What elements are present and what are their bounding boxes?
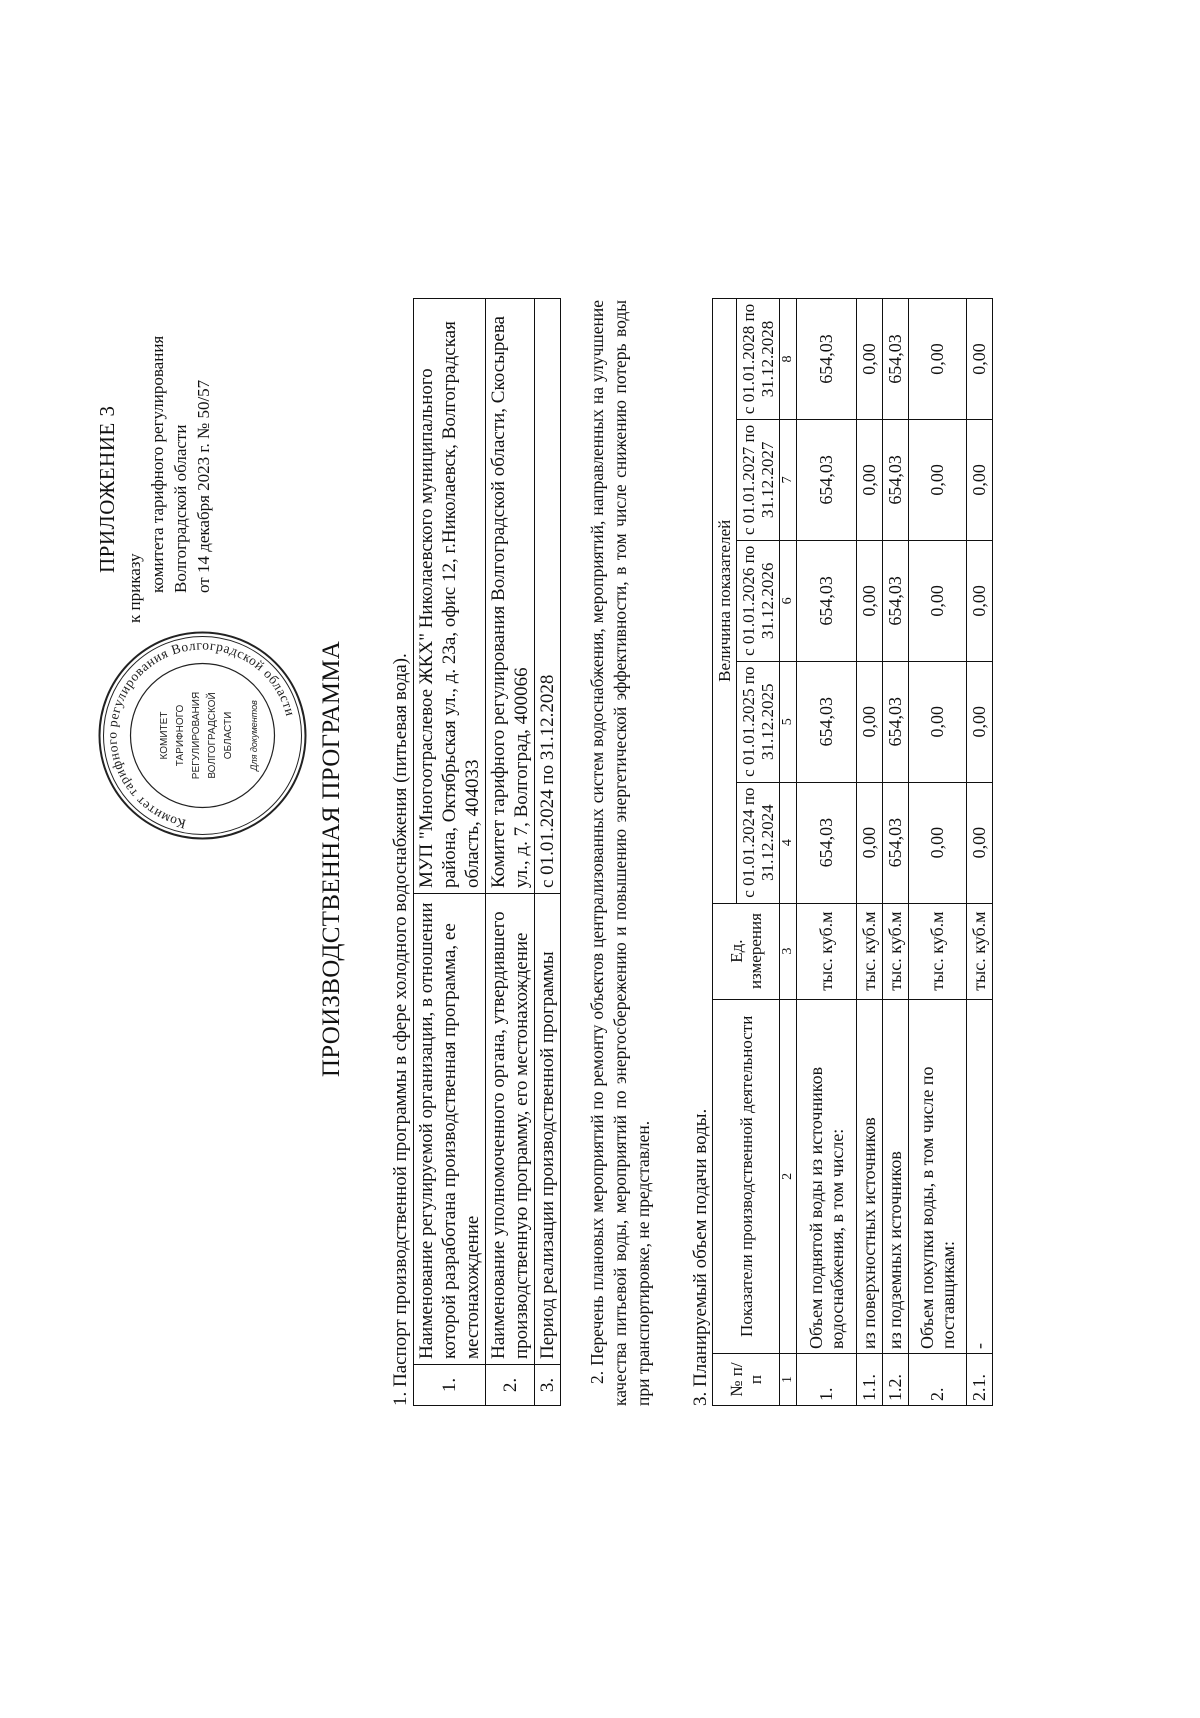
- row-unit: тыс. куб.м: [909, 903, 967, 999]
- row-value: 0,00: [967, 299, 993, 420]
- section1-heading: 1. Паспорт производственной программы в сфере холодного водоснабжения (питьевая вода).: [390, 653, 411, 1406]
- passport-row-label: Наименование уполномоченного органа, утвердившего производственную программу, его местонахождение: [486, 894, 535, 1365]
- seal-center-line-2: ТАРИФНОГО: [175, 704, 186, 767]
- row-value: 654,03: [797, 299, 857, 420]
- row-number: 2.1.: [967, 1354, 993, 1406]
- row-indicator: из поверхностных источников: [857, 999, 883, 1353]
- row-value: 0,00: [967, 419, 993, 540]
- passport-table: [413, 298, 561, 1406]
- header-num: № п/п: [713, 1354, 780, 1406]
- row-value: 654,03: [797, 540, 857, 661]
- seal-center-line-3: РЕГУЛИРОВАНИЯ: [191, 691, 202, 780]
- row-value: 0,00: [967, 782, 993, 903]
- passport-row-value: с 01.01.2024 по 31.12.2028: [535, 299, 561, 894]
- row-number: 1.1.: [857, 1354, 883, 1406]
- row-indicator: Объем поднятой воды из источников водоснабжения, в том числе:: [797, 999, 857, 1353]
- row-value: 0,00: [857, 299, 883, 420]
- row-value: 654,03: [883, 661, 909, 782]
- section2-paragraph: 2. Перечень плановых мероприятий по ремонту объектов централизованных систем водоснабжения, мероприятий, направленных на улучшение качества питьевой воды, мероприятий по энергосбережению и повышению энергетической эффективности, в том числе снижению потерь воды при транспортировке, не представлен.: [587, 300, 653, 1406]
- row-value: 654,03: [883, 540, 909, 661]
- header-indicator: Показатели производственной деятельности: [713, 999, 780, 1353]
- seal-center-line-5: ОБЛАСТИ: [223, 711, 234, 760]
- column-index: 3: [780, 903, 797, 999]
- header-period: с 01.01.2024 по 31.12.2024: [737, 782, 780, 903]
- column-index-row: [780, 299, 797, 1406]
- table-row: [967, 299, 993, 1406]
- passport-row: [486, 299, 535, 1406]
- appendix-line-order: к приказу: [125, 553, 144, 623]
- header-period: с 01.01.2026 по 31.12.2026: [737, 540, 780, 661]
- page-title: ПРОИЗВОДСТВЕННАЯ ПРОГРАММА: [318, 640, 345, 1078]
- appendix-line-committee: комитета тарифного регулирования: [148, 335, 167, 593]
- passport-row: [414, 299, 486, 1406]
- row-value: 654,03: [797, 782, 857, 903]
- row-value: 654,03: [797, 419, 857, 540]
- appendix-header: [95, 123, 215, 683]
- header-unit: Ед. измерения: [713, 903, 780, 999]
- passport-row-label: Период реализации производственной программы: [535, 894, 561, 1365]
- passport-row-value: Комитет тарифного регулирования Волгоградской области, Скосырева ул., д. 7, Волгоград, 400066: [486, 299, 535, 894]
- row-value: 0,00: [857, 782, 883, 903]
- column-index: 8: [780, 299, 797, 420]
- column-index: 2: [780, 999, 797, 1353]
- row-value: 0,00: [909, 661, 967, 782]
- header-row: [713, 299, 737, 1406]
- passport-row-number: 1.: [414, 1365, 486, 1406]
- row-value: 0,00: [857, 661, 883, 782]
- row-value: 654,03: [883, 782, 909, 903]
- row-indicator: Объем покупки воды, в том числе по поставщикам:: [909, 999, 967, 1353]
- row-indicator: из подземных источников: [883, 999, 909, 1353]
- seal-center-line-1: КОМИТЕТ: [159, 711, 170, 760]
- passport-row-number: 3.: [535, 1365, 561, 1406]
- row-value: 654,03: [883, 299, 909, 420]
- section3-heading: 3. Планируемый объем подачи воды.: [690, 1108, 711, 1406]
- column-index: 5: [780, 661, 797, 782]
- row-unit: тыс. куб.м: [797, 903, 857, 999]
- appendix-line-region: Волгоградской области: [171, 424, 190, 593]
- row-value: 0,00: [967, 661, 993, 782]
- row-value: 654,03: [883, 419, 909, 540]
- row-number: 1.2.: [883, 1354, 909, 1406]
- header-period: с 01.01.2025 по 31.12.2025: [737, 661, 780, 782]
- row-value: 0,00: [967, 540, 993, 661]
- header-values-group: Величина показателей: [713, 299, 737, 904]
- appendix-title: ПРИЛОЖЕНИЕ 3: [95, 405, 119, 573]
- appendix-line-date: от 14 декабря 2023 г. № 50/57: [194, 379, 213, 593]
- passport-row-value: МУП "Многоотраслевое ЖКХ" Николаевского муниципального района, Октябрьская ул., д. 23а, офис 12, г.Николаевск, Волгоградская область, 404033: [414, 299, 486, 894]
- row-value: 0,00: [909, 419, 967, 540]
- row-value: 654,03: [797, 661, 857, 782]
- table-row: [797, 299, 857, 1406]
- passport-row-label: Наименование регулируемой организации, в отношении которой разработана производственная программа, ее местонахождение: [414, 894, 486, 1365]
- row-number: 2.: [909, 1354, 967, 1406]
- header-period: с 01.01.2028 по 31.12.2028: [737, 299, 780, 420]
- passport-row: [535, 299, 561, 1406]
- water-volume-table: [712, 298, 993, 1406]
- row-value: 0,00: [909, 540, 967, 661]
- row-unit: тыс. куб.м: [967, 903, 993, 999]
- column-index: 7: [780, 419, 797, 540]
- column-index: 4: [780, 782, 797, 903]
- official-seal-stamp: [95, 628, 310, 843]
- seal-bottom-text: Для документов: [249, 700, 259, 771]
- row-value: 0,00: [857, 419, 883, 540]
- row-indicator: -: [967, 999, 993, 1353]
- row-unit: тыс. куб.м: [857, 903, 883, 999]
- row-value: 0,00: [909, 782, 967, 903]
- row-value: 0,00: [909, 299, 967, 420]
- row-number: 1.: [797, 1354, 857, 1406]
- column-index: 1: [780, 1354, 797, 1406]
- passport-row-number: 2.: [486, 1365, 535, 1406]
- table-row: [909, 299, 967, 1406]
- seal-center-line-4: ВОЛГОГРАДСКОЙ: [207, 692, 218, 779]
- row-value: 0,00: [857, 540, 883, 661]
- row-unit: тыс. куб.м: [883, 903, 909, 999]
- seal-ring-text: Комитет тарифного регулирования Волгоградской области: [104, 637, 299, 832]
- table-row: [857, 299, 883, 1406]
- header-period: с 01.01.2027 по 31.12.2027: [737, 419, 780, 540]
- column-index: 6: [780, 540, 797, 661]
- table-row: [883, 299, 909, 1406]
